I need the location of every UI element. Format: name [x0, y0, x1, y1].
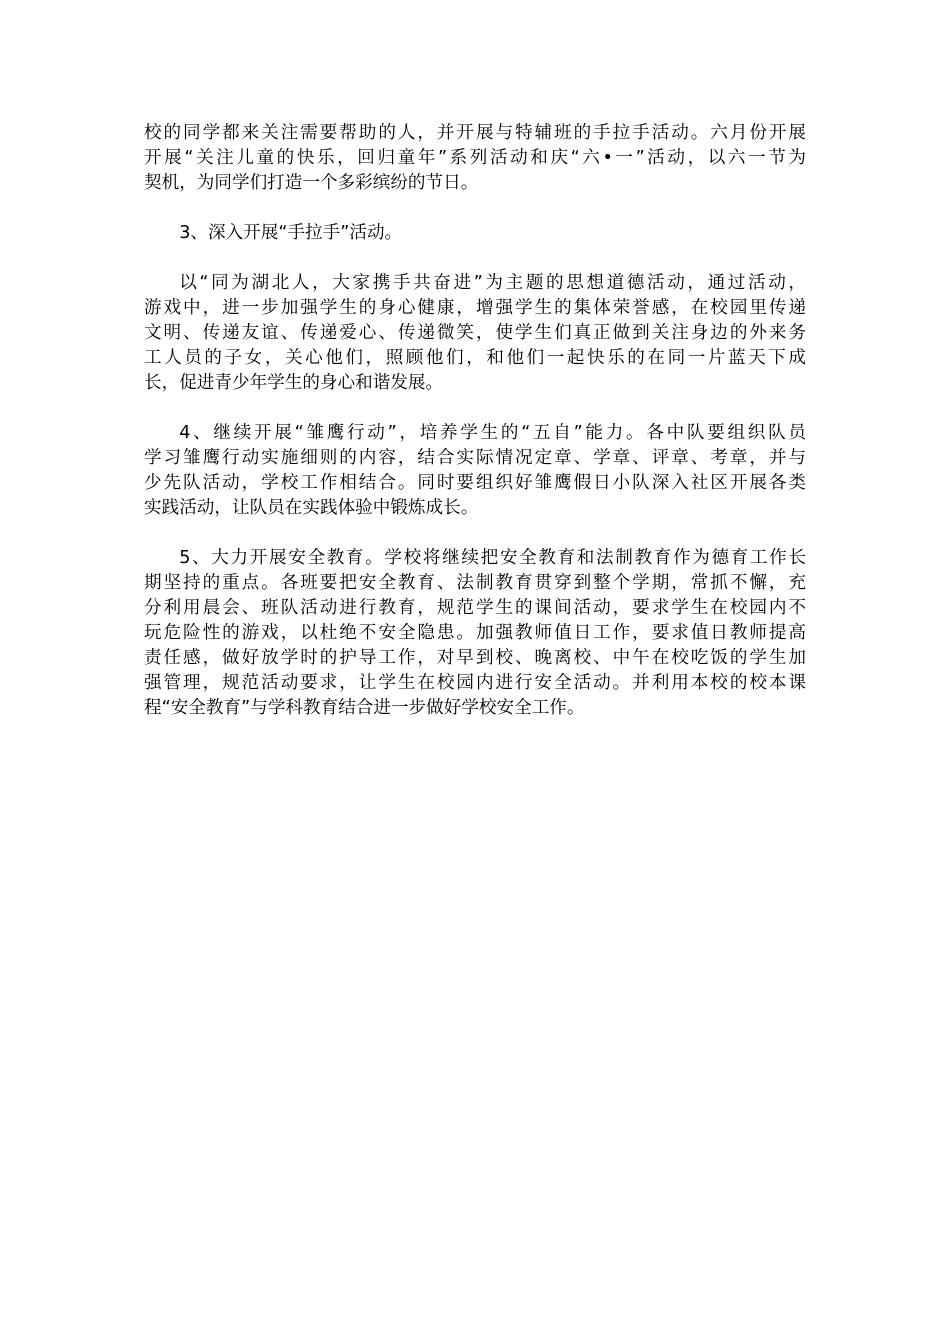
text-line: 3、深入开展“手拉手”活动。 — [179, 223, 403, 243]
text-line: 5、大力开展安全教育。学校将继续把安全教育和法制教育作为德育工作长 — [179, 548, 806, 568]
paragraph-intro-continuation — [144, 121, 806, 196]
text-line: 强管理，规范活动要求，让学生在校园内进行安全活动。并利用本校的校本课 — [144, 673, 806, 693]
text-line: 文明、传递友谊、传递爱心、传递微笑，使学生们真正做到关注身边的外来务 — [144, 323, 806, 343]
text-line: 以“同为湖北人，大家携手共奋进”为主题的思想道德活动，通过活动， — [179, 273, 806, 293]
paragraph-eagle-action — [144, 421, 806, 521]
text-line: 责任感，做好放学时的护导工作，对早到校、晚离校、中午在校吃饭的学生加 — [144, 648, 806, 668]
text-line: 期坚持的重点。各班要把安全教育、法制教育贯穿到整个学期，常抓不懈，充 — [144, 573, 806, 593]
paragraph-hand-in-hand — [144, 271, 806, 396]
text-line: 实践活动，让队员在实践体验中锻炼成长。 — [144, 498, 479, 518]
text-line: 契机，为同学们打造一个多彩缤纷的节日。 — [144, 173, 479, 193]
text-line: 程“安全教育”与学科教育结合进一步做好学校安全工作。 — [144, 698, 585, 718]
text-line: 4、继续开展“雏鹰行动”，培养学生的“五自”能力。各中队要组织队员 — [179, 423, 806, 443]
text-line: 开展“关注儿童的快乐，回归童年”系列活动和庆“六•一”活动，以六一节为 — [144, 148, 806, 168]
text-line: 少先队活动，学校工作相结合。同时要组织好雏鹰假日小队深入社区开展各类 — [144, 473, 806, 493]
text-line: 分利用晨会、班队活动进行教育，规范学生的课间活动，要求学生在校园内不 — [144, 598, 806, 618]
text-line: 工人员的子女，关心他们，照顾他们，和他们一起快乐的在同一片蓝天下成 — [144, 348, 806, 368]
text-line: 长，促进青少年学生的身心和谐发展。 — [144, 373, 444, 393]
text-line: 学习雏鹰行动实施细则的内容，结合实际情况定章、学章、评章、考章，并与 — [144, 448, 806, 468]
document-body — [144, 121, 806, 746]
paragraph-safety-education — [144, 546, 806, 721]
text-line: 游戏中，进一步加强学生的身心健康，增强学生的集体荣誉感，在校园里传递 — [144, 298, 806, 318]
text-line: 校的同学都来关注需要帮助的人，并开展与特辅班的手拉手活动。六月份开展 — [144, 123, 806, 143]
paragraph-heading-3 — [144, 221, 806, 246]
text-line: 玩危险性的游戏，以杜绝不安全隐患。加强教师值日工作，要求值日教师提高 — [144, 623, 806, 643]
